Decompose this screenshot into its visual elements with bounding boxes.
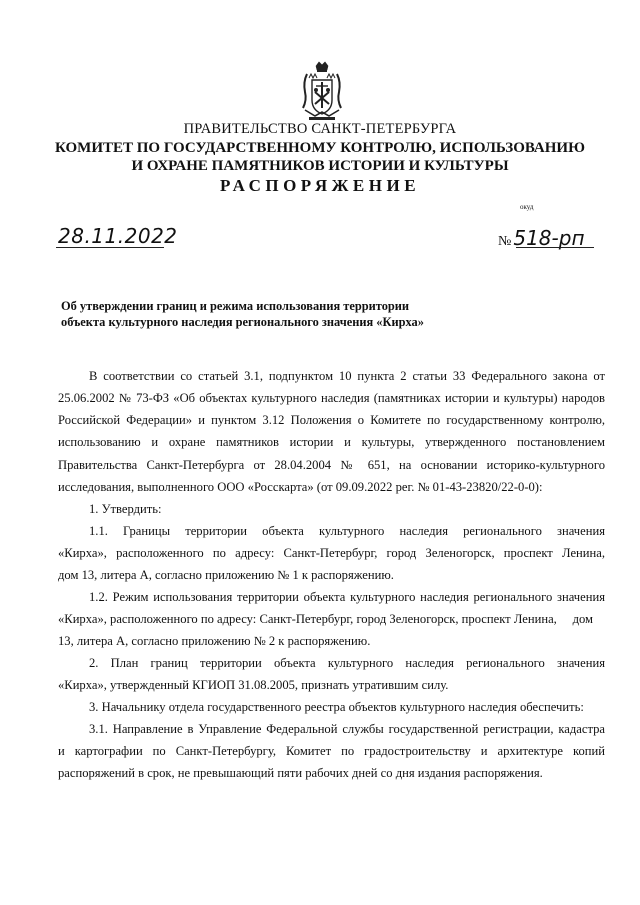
item-2-line: «Кирха», утвержденный КГИОП 31.08.2005, признать утратившим силу. — [58, 678, 449, 692]
committee-name-line1: КОМИТЕТ ПО ГОСУДАРСТВЕННОМУ КОНТРОЛЮ, ИСПОЛЬЗОВАНИЮ — [55, 140, 585, 156]
document-type-title: РАСПОРЯЖЕНИЕ — [219, 176, 421, 195]
okud-label: окуд — [520, 203, 534, 211]
intro-line: использованию и охране памятников истории и культуры, утвержденного постановлением — [58, 435, 605, 449]
item-3-1-line: и картографии по Санкт-Петербургу, Комитет по градостроительству и архитектуре копий — [58, 744, 605, 758]
item-3: 3. Начальнику отдела государственного реестра объектов культурного наследия обеспечить: — [89, 700, 584, 714]
intro-line: В соответствии со статьей 3.1, подпунктом 10 пункта 2 статьи 33 Федерального закона от — [89, 369, 605, 383]
intro-line: исследования, выполненного ООО «Росскарта» (от 09.09.2022 рег. № 01-43-23820/22-0-0): — [58, 480, 543, 494]
number-underline — [516, 247, 594, 248]
subject-line: Об утверждении границ и режима использования территории — [61, 299, 410, 313]
intro-line: Правительства Санкт-Петербурга от 28.04.2004 № 651, на основании историко-культурного — [58, 458, 605, 472]
item-1-2-line: «Кирха», расположенного по адресу: Санкт-Петербург, город Зеленогорск, проспект Ленина, дом — [58, 612, 594, 626]
item-2-line: 2. План границ территории объекта культурного наследия регионального значения — [89, 656, 605, 670]
subject-line: объекта культурного наследия регионального значения «Кирха» — [61, 315, 424, 329]
item-3-1-line: 3.1. Направление в Управление Федеральной службы государственной регистрации, кадастра — [89, 722, 605, 736]
item-1-1-line: «Кирха», расположенного по адресу: Санкт-Петербург, город Зеленогорск, проспект Ленина, — [58, 546, 605, 560]
document-date: 28.11.2022 — [58, 224, 178, 248]
item-1-2-line: 1.2. Режим использования территории объекта культурного наследия регионального значения — [89, 590, 605, 604]
intro-line: 25.06.2002 № 73-ФЗ «Об объектах культурного наследия (памятниках истории и культуры) народов — [58, 391, 605, 405]
date-underline — [56, 247, 164, 248]
number-sign: № — [498, 234, 512, 249]
item-1: 1. Утвердить: — [89, 502, 162, 516]
item-3-1-line: распоряжений в срок, не превышающий пяти рабочих дней со дня издания распоряжения. — [58, 766, 543, 780]
item-1-1-line: дом 13, литера А, согласно приложению № 1 к распоряжению. — [58, 568, 394, 582]
item-1-1-line: 1.1. Границы территории объекта культурного наследия регионального значения — [89, 524, 605, 538]
government-name: ПРАВИТЕЛЬСТВО САНКТ-ПЕТЕРБУРГА — [183, 121, 457, 137]
number-value: 518-рп — [513, 226, 585, 250]
coat-of-arms-icon — [299, 60, 345, 122]
intro-line: Российской Федерации» и пунктом 3.12 Положения о Комитете по государственному контролю, — [58, 413, 605, 427]
item-1-2-line: 13, литера А, согласно приложению № 2 к распоряжению. — [58, 634, 371, 648]
document-subject — [61, 298, 424, 330]
committee-name-line2: И ОХРАНЕ ПАМЯТНИКОВ ИСТОРИИ И КУЛЬТУРЫ — [131, 158, 509, 174]
